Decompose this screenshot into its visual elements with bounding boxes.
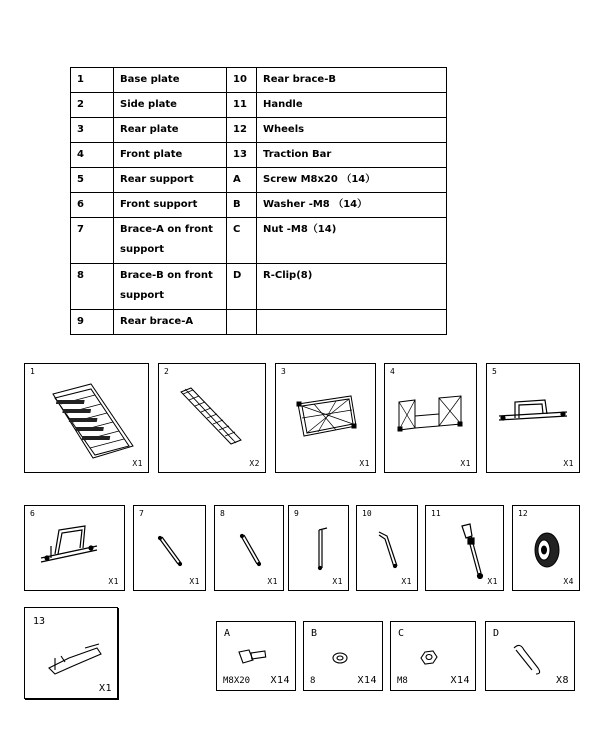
size-label: 8 xyxy=(310,676,316,686)
side-plate-icon xyxy=(159,364,267,474)
part-number: 6 xyxy=(71,193,114,218)
table-row xyxy=(71,264,447,310)
part-number: B xyxy=(227,193,257,218)
quantity-label: X4 xyxy=(563,577,574,586)
part-box-9 xyxy=(288,505,349,591)
part-number-label: 13 xyxy=(33,616,46,627)
quantity-label: X1 xyxy=(267,577,278,586)
quantity-label: X1 xyxy=(332,577,343,586)
part-name: Nut -M8（14) xyxy=(257,218,447,264)
quantity-label: X14 xyxy=(270,675,290,686)
quantity-label: X14 xyxy=(357,675,377,686)
part-box-4 xyxy=(384,363,477,473)
table-row xyxy=(71,218,447,264)
parts-table xyxy=(70,67,447,335)
hardware-box-c xyxy=(390,621,476,691)
part-box-1 xyxy=(24,363,149,473)
rear-plate-icon xyxy=(276,364,377,474)
part-number: 8 xyxy=(71,264,114,310)
part-number: D xyxy=(227,264,257,310)
rear-support-icon xyxy=(487,364,581,474)
part-box-7 xyxy=(133,505,206,591)
hardware-letter: C xyxy=(398,628,405,639)
part-number: C xyxy=(227,218,257,264)
part-name: Brace-A on front support xyxy=(114,218,227,264)
part-name: Base plate xyxy=(114,68,227,93)
hardware-box-a xyxy=(216,621,296,691)
part-number: 10 xyxy=(227,68,257,93)
quantity-label: X1 xyxy=(401,577,412,586)
part-box-8 xyxy=(214,505,284,591)
quantity-label: X1 xyxy=(132,459,143,468)
quantity-label: X2 xyxy=(249,459,260,468)
quantity-label: X1 xyxy=(98,683,112,694)
part-name: Rear brace-B xyxy=(257,68,447,93)
part-number-label: 6 xyxy=(30,509,35,518)
part-number: 5 xyxy=(71,168,114,193)
part-box-13 xyxy=(24,607,118,699)
part-box-6 xyxy=(24,505,125,591)
front-plate-icon xyxy=(385,364,478,474)
table-row xyxy=(71,310,447,335)
hardware-box-d xyxy=(485,621,575,691)
part-name: Front support xyxy=(114,193,227,218)
part-box-5 xyxy=(486,363,580,473)
part-number: 9 xyxy=(71,310,114,335)
part-number-label: 7 xyxy=(139,509,144,518)
part-number: 1 xyxy=(71,68,114,93)
hardware-letter: D xyxy=(493,628,500,639)
part-box-2 xyxy=(158,363,266,473)
quantity-label: X1 xyxy=(563,459,574,468)
hardware-box-b xyxy=(303,621,383,691)
part-name: R-Clip(8) xyxy=(257,264,447,310)
part-number xyxy=(227,310,257,335)
part-box-12 xyxy=(512,505,580,591)
table-row xyxy=(71,68,447,93)
table-row xyxy=(71,93,447,118)
part-name: Wheels xyxy=(257,118,447,143)
base-plate-icon xyxy=(25,364,150,474)
part-number: 7 xyxy=(71,218,114,264)
part-number: 12 xyxy=(227,118,257,143)
table-row xyxy=(71,118,447,143)
size-label: M8 xyxy=(397,676,408,686)
quantity-label: X1 xyxy=(108,577,119,586)
size-label: M8X20 xyxy=(223,676,251,686)
part-number-label: 12 xyxy=(518,509,528,518)
quantity-label: X8 xyxy=(555,675,569,686)
quantity-label: X1 xyxy=(487,577,498,586)
part-name: Rear support xyxy=(114,168,227,193)
part-name: Brace-B on front support xyxy=(114,264,227,310)
part-box-10 xyxy=(356,505,418,591)
table-row xyxy=(71,143,447,168)
part-name: Side plate xyxy=(114,93,227,118)
hardware-letter: A xyxy=(224,628,231,639)
part-number: 2 xyxy=(71,93,114,118)
part-name: Handle xyxy=(257,93,447,118)
part-number-label: 11 xyxy=(431,509,441,518)
part-name: Rear plate xyxy=(114,118,227,143)
quantity-label: X1 xyxy=(189,577,200,586)
part-name: Washer -M8 （14） xyxy=(257,193,447,218)
part-number: 3 xyxy=(71,118,114,143)
quantity-label: X14 xyxy=(450,675,470,686)
part-name: Front plate xyxy=(114,143,227,168)
part-number: 13 xyxy=(227,143,257,168)
part-box-11 xyxy=(425,505,504,591)
hardware-letter: B xyxy=(311,628,318,639)
part-number-label: 2 xyxy=(164,367,169,376)
part-number: A xyxy=(227,168,257,193)
part-name: Rear brace-A xyxy=(114,310,227,335)
part-number-label: 9 xyxy=(294,509,299,518)
part-number-label: 4 xyxy=(390,367,395,376)
part-number-label: 5 xyxy=(492,367,497,376)
table-row xyxy=(71,168,447,193)
part-number-label: 10 xyxy=(362,509,372,518)
table-row xyxy=(71,193,447,218)
part-number-label: 8 xyxy=(220,509,225,518)
part-number: 11 xyxy=(227,93,257,118)
part-number: 4 xyxy=(71,143,114,168)
quantity-label: X1 xyxy=(359,459,370,468)
part-name xyxy=(257,310,447,335)
part-name: Traction Bar xyxy=(257,143,447,168)
quantity-label: X1 xyxy=(460,459,471,468)
part-box-3 xyxy=(275,363,376,473)
part-number-label: 1 xyxy=(30,367,35,376)
part-number-label: 3 xyxy=(281,367,286,376)
part-name: Screw M8x20 （14） xyxy=(257,168,447,193)
